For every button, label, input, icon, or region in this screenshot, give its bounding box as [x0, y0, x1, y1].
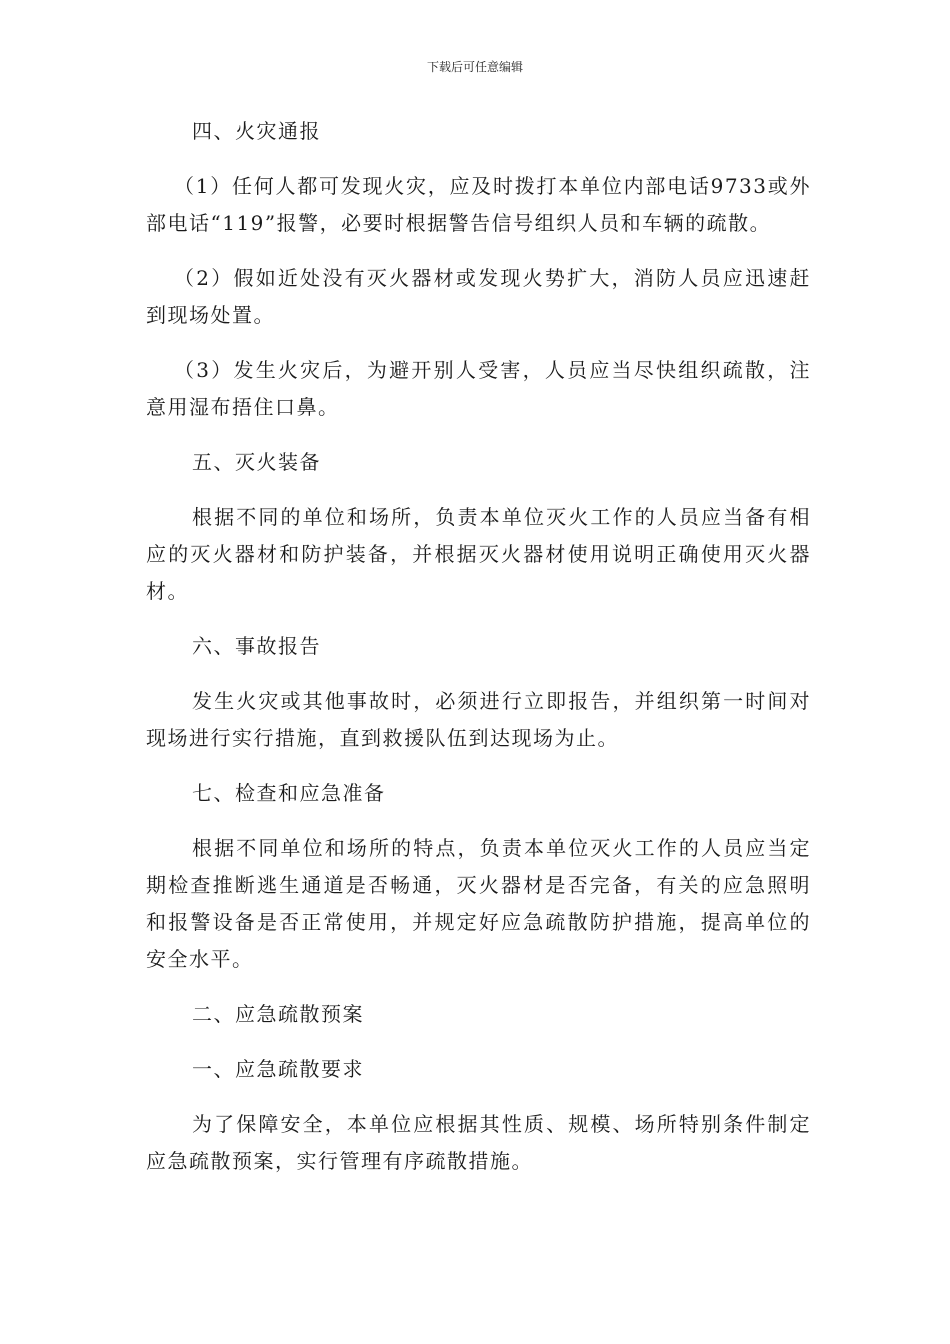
section-heading-evacuation-requirements: 一、应急疏散要求 — [192, 1057, 364, 1081]
section-heading-evacuation-plan: 二、应急疏散预案 — [192, 1002, 364, 1026]
paragraph-fire-report-2: （2）假如近处没有灭火器材或发现火势扩大，消防人员应迅速赶到现场处置。 — [146, 266, 811, 327]
paragraph-evacuation-requirements: 为了保障安全，本单位应根据其性质、规模、场所特别条件制定应急疏散预案，实行管理有序疏散措施。 — [146, 1112, 811, 1173]
section-heading-inspection: 七、检查和应急准备 — [192, 781, 386, 805]
paragraph-inspection: 根据不同单位和场所的特点，负责本单位灭火工作的人员应当定期检查推断逃生通道是否畅通，灭火器材是否完备，有关的应急照明和报警设备是否正常使用，并规定好应急疏散防护措施，提高单位的安全水平。 — [146, 836, 811, 971]
section-heading-equipment: 五、灭火装备 — [192, 450, 321, 474]
paragraph-fire-report-1: （1）任何人都可发现火灾，应及时拨打本单位内部电话9733或外部电话“119”报警，必要时根据警告信号组织人员和车辆的疏散。 — [146, 174, 811, 235]
document-body — [146, 113, 811, 1198]
paragraph-accident-report: 发生火灾或其他事故时，必须进行立即报告，并组织第一时间对现场进行实行措施，直到救援队伍到达现场为止。 — [146, 689, 811, 750]
section-heading-fire-report: 四、火灾通报 — [192, 119, 321, 143]
section-heading-accident-report: 六、事故报告 — [192, 634, 321, 658]
page-header-note: 下载后可任意编辑 — [426, 60, 523, 74]
paragraph-equipment: 根据不同的单位和场所，负责本单位灭火工作的人员应当备有相应的灭火器材和防护装备，并根据灭火器材使用说明正确使用灭火器材。 — [146, 505, 811, 603]
paragraph-fire-report-3: （3）发生火灾后，为避开别人受害，人员应当尽快组织疏散，注意用湿布捂住口鼻。 — [146, 358, 811, 419]
